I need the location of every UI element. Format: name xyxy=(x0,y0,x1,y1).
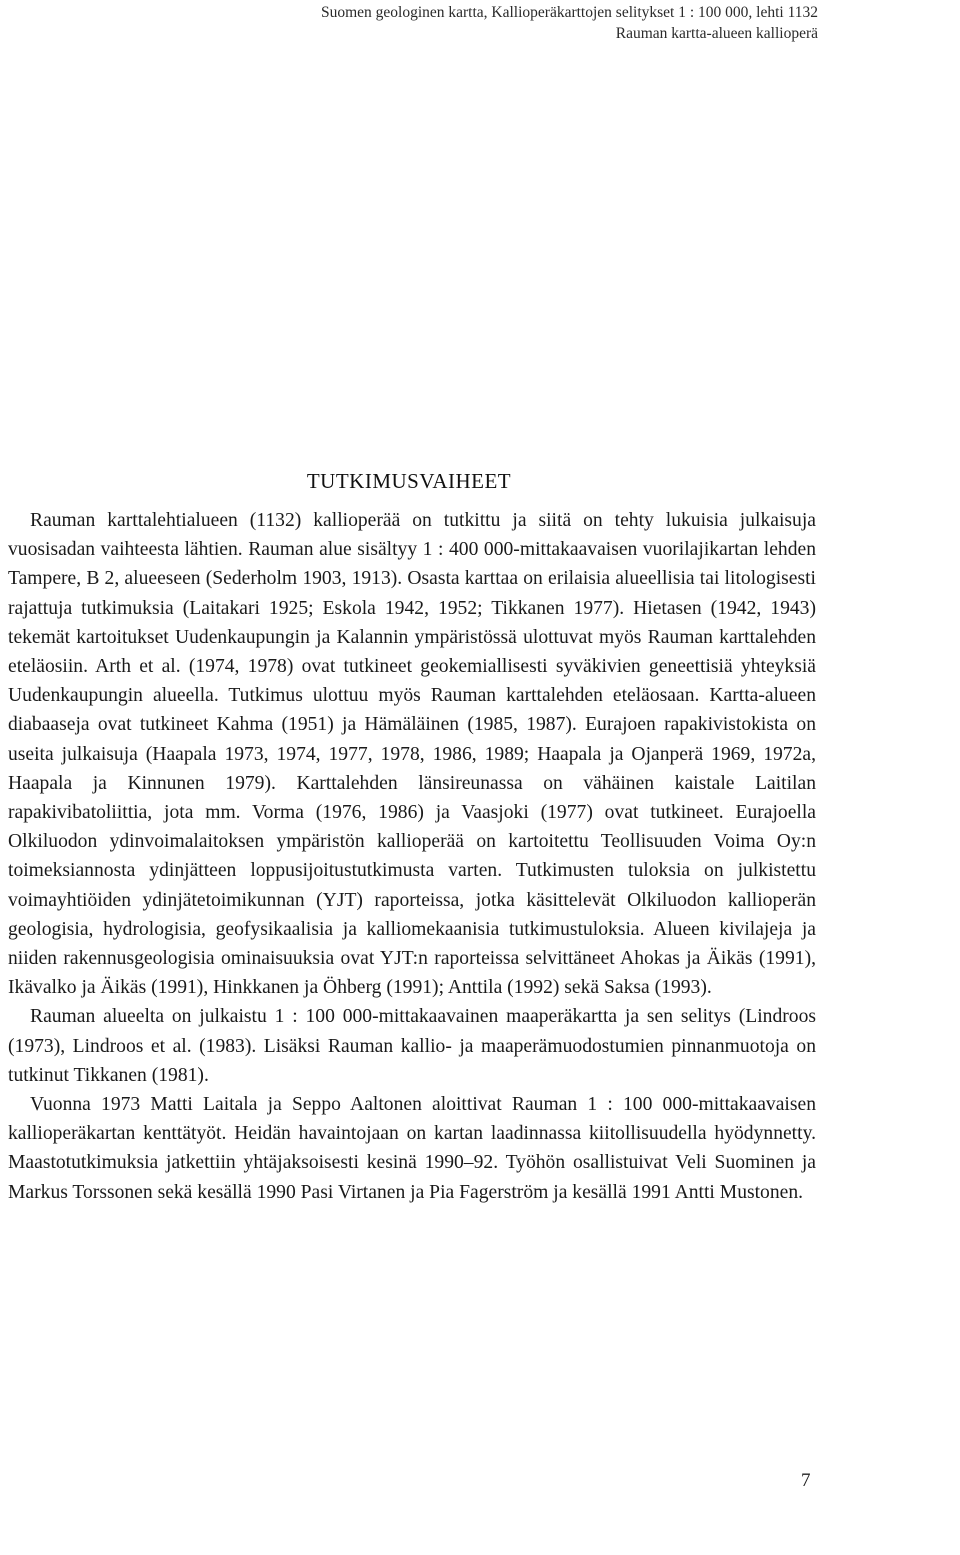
paragraph: Rauman alueelta on julkaistu 1 : 100 000-mittakaavainen maaperäkartta ja sen selitys (Lindroos (1973), Lindroos et al. (1983). Lisäksi Rauman kallio- ja maaperämuodostumien pinnanmuotoja on tutkinut Tikkanen (1981). xyxy=(8,1006,816,1086)
body-text xyxy=(8,506,816,1207)
paragraph: Vuonna 1973 Matti Laitala ja Seppo Aaltonen aloittivat Rauman 1 : 100 000-mittakaavaisen kallioperäkartan kenttätyöt. Heidän havaintojaan on kartan laadinnassa kiitollisuudella hyödynnetty. Maastotutkimuksia jatkettiin yhtäjaksoisesti kesinä 1990–92. Työhön osallistuivat Veli Suominen ja Markus Torssonen sekä kesällä 1990 Pasi Virtanen ja Pia Fagerström ja kesällä 1991 Antti Mustonen. xyxy=(8,1094,816,1203)
page-number: 7 xyxy=(801,1470,811,1491)
paragraph: Rauman karttalehtialueen (1132) kallioperää on tutkittu ja siitä on tehty lukuisia julkaisuja vuosisadan vaihteesta lähtien. Rauman alue sisältyy 1 : 400 000-mittakaavaisen vuorilajikartan lehden Tampere, B 2, alueeseen (Sederholm 1903, 1913). Osasta karttaa on erilaisia alueellisia tai litologisesti rajattuja tutkimuksia (Laitakari 1925; Eskola 1942, 1952; Tikkanen 1977). Hietasen (1942, 1943) tekemät kartoitukset Uudenkaupungin ja Kalannin ympäristössä ulottuvat myös Rauman karttalehden eteläosiin. Arth et al. (1974, 1978) ovat tutkineet geokemiallisesti syväkivien geneettisiä yhteyksiä Uudenkaupungin alueella. Tutkimus ulottuu myös Rauman karttalehden eteläosaan. Kartta-alueen diabaaseja ovat tutkineet Kahma (1951) ja Hämäläinen (1985, 1987). Eurajoen rapakivistokista on useita julkaisuja (Haapala 1973, 1974, 1977, 1978, 1986, 1989; Haapala ja Ojanperä 1969, 1972a, Haapala ja Kinnunen 1979). Karttalehden länsireunassa on vähäinen kaistale Laitilan rapakivibatoliittia, jota mm. Vorma (1976, 1986) ja Vaasjoki (1977) ovat tutkineet. Eurajoella Olkiluodon ydinvoimalaitoksen ympäristön kallioperää on kartoitettu Teollisuuden Voima Oy:n toimeksiannosta ydinjätteen loppusijoitustutkimusta varten. Tutkimusten tuloksia on julkistettu voimayhtiöiden ydinjätetoimikunnan (YJT) raporteissa, jotka käsittelevät Olkiluodon kallioperän geologisia, hydrologisia, geofysikaalisia ja kalliomekaanisia tutkimustuloksia. Alueen kivilajeja ja niiden rakennusgeologisia ominaisuuksia ovat YJT:n raporteissa selvittäneet Ahokas ja Äikäs (1991), Ikävalko ja Äikäs (1991), Hinkkanen ja Öhberg (1991); Anttila (1992) sekä Saksa (1993). xyxy=(8,510,816,999)
running-header xyxy=(321,2,818,44)
report-title: Rauman kartta-alueen kallioperä xyxy=(615,25,818,42)
section-heading: TUTKIMUSVAIHEET xyxy=(306,469,512,493)
series-title: Suomen geologinen kartta, Kallioperäkarttojen selitykset 1 : 100 000, lehti 1132 xyxy=(320,4,818,21)
